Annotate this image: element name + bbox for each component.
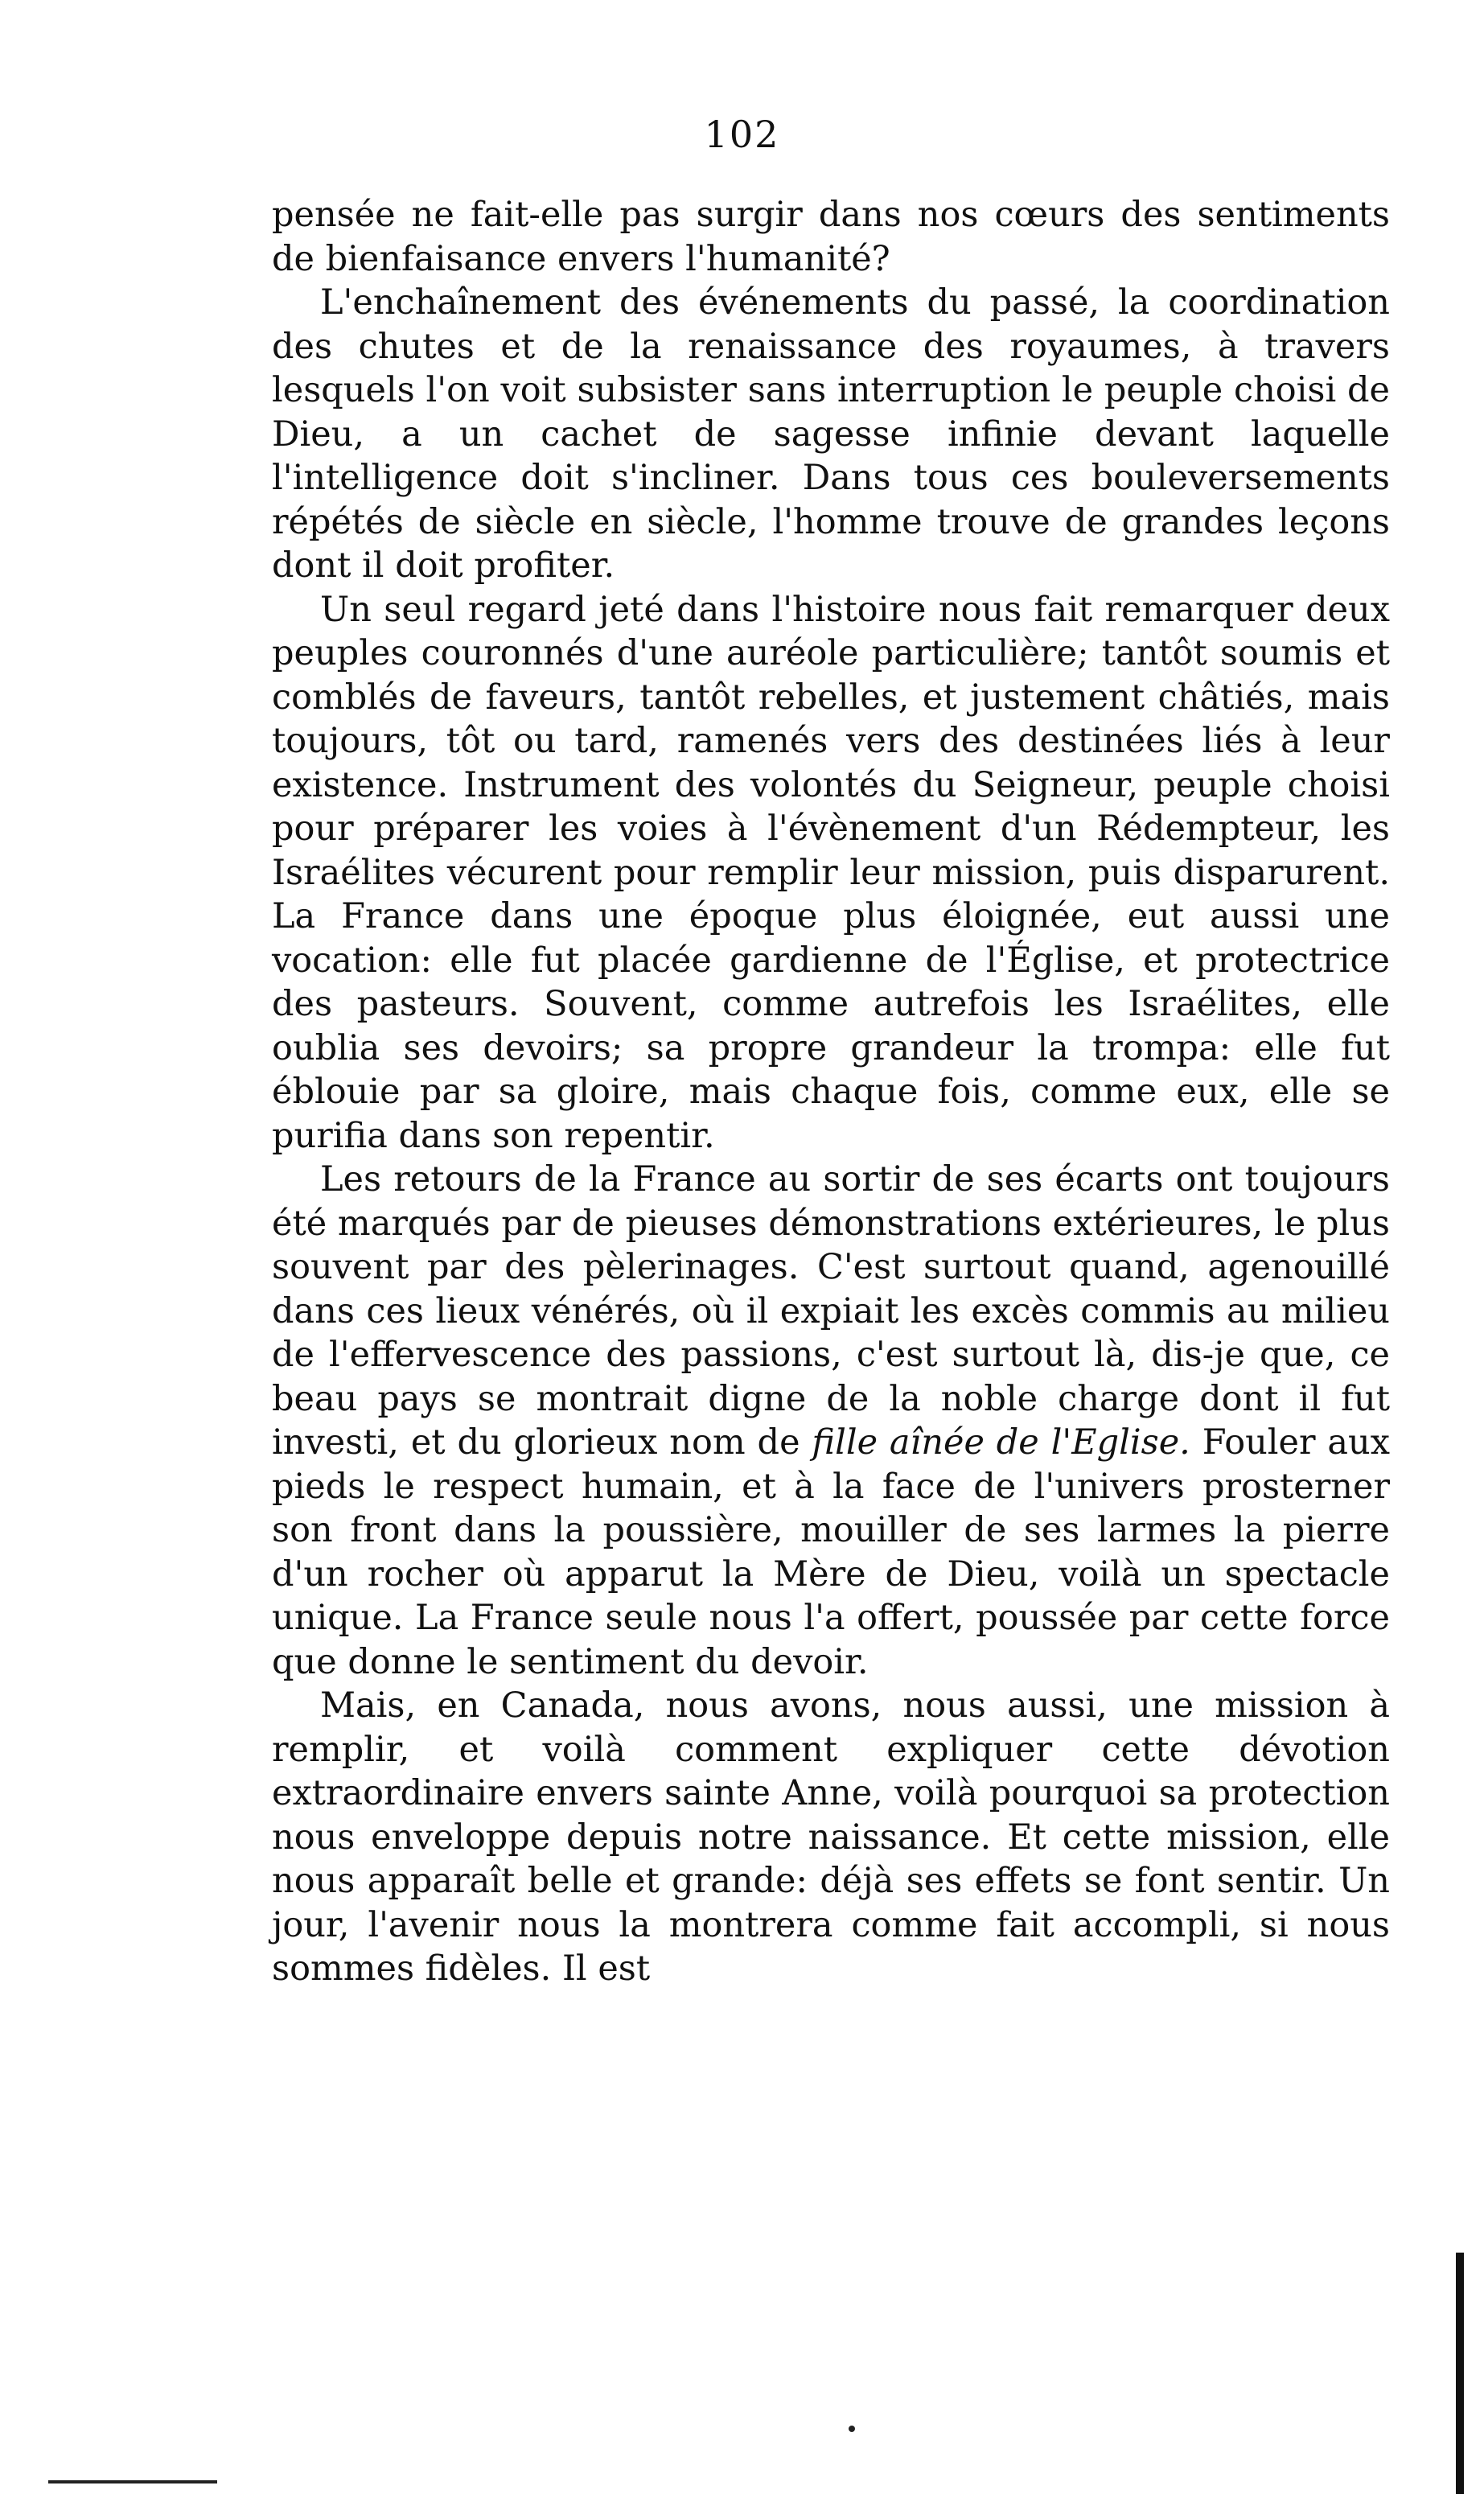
body-text <box>272 193 1390 1991</box>
paragraph-enchainement: L'enchaînement des événements du passé, la coordination des chutes et de la renaissance des royaumes, à travers lesquels l'on voit subsister sans interruption le peuple choisi de Dieu, a un cachet de sagesse infinie devant laquelle l'intelligence doit s'incliner. Dans tous ces bouleversements répétés de siècle en siècle, l'homme trouve de grandes leçons dont il doit profiter. <box>272 282 1390 586</box>
paragraph-text-after: Fouler aux pieds le respect humain, et à la face de l'univers prosterner son front dans la poussière, mouiller de ses larmes la pierre d'un rocher où apparut la Mère de Dieu, voilà un spectacle unique. La France seule nous l'a offert, poussée par cette force que donne le sentiment du devoir. <box>272 1422 1390 1682</box>
paragraph-retours-france <box>272 1158 1390 1684</box>
print-dot <box>849 2426 855 2432</box>
paragraph-text-before: Les retours de la France au sortir de ses écarts ont toujours été marqués par de pieuses démonstrations extérieures, le plus souvent par des pèlerinages. C'est surtout quand, agenouillé dans ces lieux vénérés, où il expiait les excès commis au milieu de l'effervescence des passions, c'est surtout là, dis-je que, ce beau pays se montrait digne de la noble charge dont il fut investi, et du glorieux nom de <box>272 1159 1390 1463</box>
bottom-rule <box>48 2480 217 2483</box>
scan-edge-bar <box>1456 2253 1464 2494</box>
page-number: 102 <box>704 113 780 156</box>
paragraph-deux-peuples: Un seul regard jeté dans l'histoire nous fait remarquer deux peuples couronnés d'une auréole particulière; tantôt soumis et comblés de faveurs, tantôt rebelles, et justement châtiés, mais toujours, tôt ou tard, ramenés vers des destinées liés à leur existence. Instrument des volontés du Seigneur, peuple choisi pour préparer les voies à l'évènement d'un Rédempteur, les Israélites vécurent pour remplir leur mission, puis disparurent. La France dans une époque plus éloignée, eut aussi une vocation: elle fut placée gardienne de l'Église, et protectrice des pasteurs. Souvent, comme autrefois les Israélites, elle oublia ses devoirs; sa propre grandeur la trompa: elle fut éblouie par sa gloire, mais chaque fois, comme eux, elle se purifia dans son repentir. <box>272 589 1390 1156</box>
paragraph-canada-mission: Mais, en Canada, nous avons, nous aussi, une mission à remplir, et voilà comment expliquer cette dévotion extraordinaire envers sainte Anne, voilà pourquoi sa protection nous enveloppe depuis notre naissance. Et cette mission, elle nous apparaît belle et grande: déjà ses effets se font sentir. Un jour, l'avenir nous la montrera comme fait accompli, si nous sommes fidèles. Il est <box>272 1685 1390 1989</box>
italic-phrase: fille aînée de l'Eglise. <box>812 1422 1190 1463</box>
paragraph-continuation: pensée ne fait-elle pas surgir dans nos cœurs des sentiments de bienfaisance envers l'humanité? <box>272 195 1390 279</box>
